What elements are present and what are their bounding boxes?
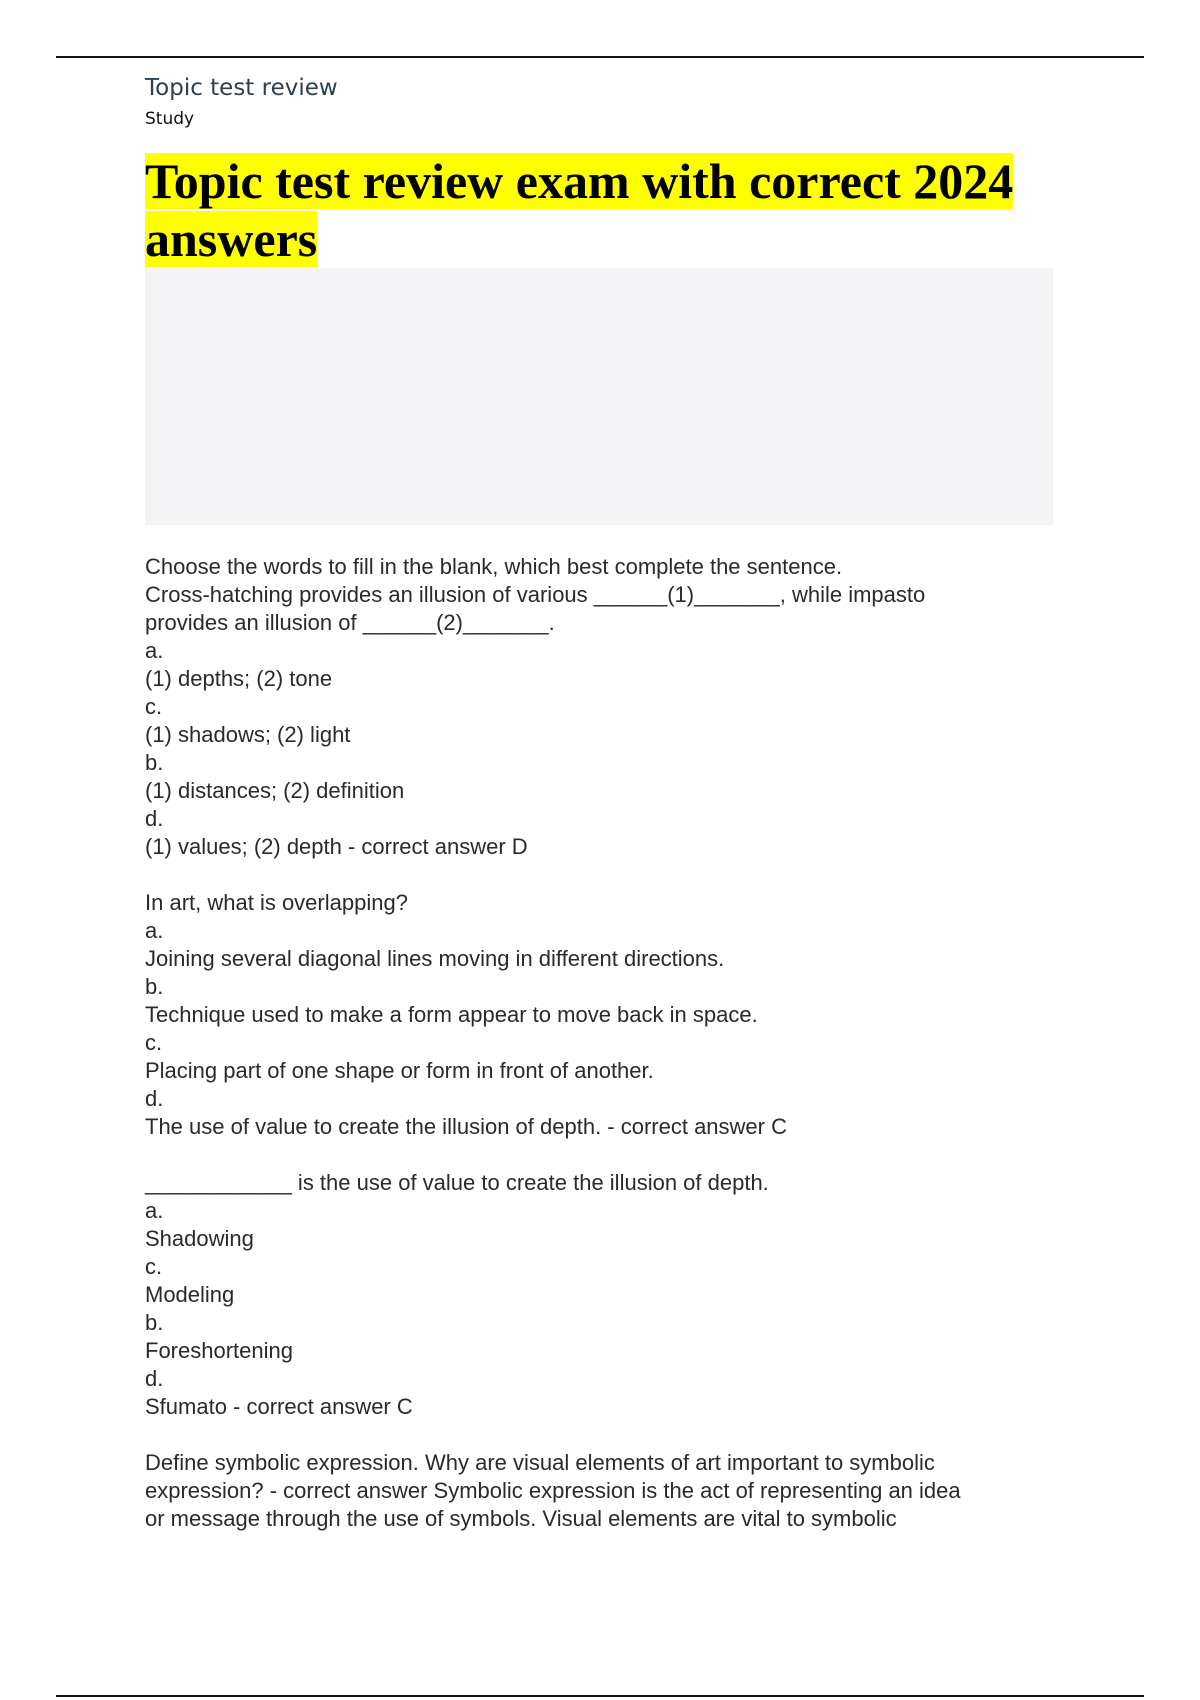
question-text: ____________ is the use of value to create the illusion of depth. [145,1170,769,1195]
option-letter: d. [145,1086,164,1111]
option-letter: a. [145,1198,164,1223]
bottom-rule [56,1695,1144,1697]
option-text: Joining several diagonal lines moving in different directions. [145,946,725,971]
option-letter: c. [145,694,163,719]
option-text: Modeling [145,1282,235,1307]
option-text: Foreshortening [145,1338,293,1363]
option-letter: b. [145,750,164,775]
question-block [145,889,1065,1141]
questions-body [145,553,1065,1533]
image-placeholder [145,268,1053,525]
option-text: Shadowing [145,1226,254,1251]
option-text-with-answer: The use of value to create the illusion of depth. - correct answer C [145,1114,787,1139]
option-letter: b. [145,974,164,999]
option-letter: c. [145,1030,163,1055]
option-text: (1) depths; (2) tone [145,666,333,691]
question-text: Define symbolic expression. Why are visual elements of art important to symbolic [145,1450,935,1475]
option-text: Placing part of one shape or form in front of another. [145,1058,654,1083]
answer-text: expression? - correct answer Symbolic expression is the act of representing an idea [145,1478,961,1503]
option-text-with-answer: Sfumato - correct answer C [145,1394,413,1419]
page-content [145,70,1065,1561]
answer-text: or message through the use of symbols. Visual elements are vital to symbolic [145,1506,897,1531]
option-text: (1) shadows; (2) light [145,722,351,747]
document-title-line-1: Topic test review exam with correct 2024 [145,153,1014,209]
document-title [145,152,1025,268]
option-letter: a. [145,918,164,943]
question-text: provides an illusion of ______(2)_______. [145,610,555,635]
option-letter: a. [145,638,164,663]
option-letter: d. [145,806,164,831]
option-text-with-answer: (1) values; (2) depth - correct answer D [145,834,528,859]
option-text: Technique used to make a form appear to move back in space. [145,1002,758,1027]
option-letter: d. [145,1366,164,1391]
option-letter: b. [145,1310,164,1335]
question-text: Choose the words to fill in the blank, which best complete the sentence. [145,554,843,579]
option-text: (1) distances; (2) definition [145,778,405,803]
question-text: In art, what is overlapping? [145,890,408,915]
question-block [145,1449,1065,1533]
site-title[interactable]: Topic test review [145,75,338,101]
question-block [145,1169,1065,1421]
document-title-line-2: answers [145,211,318,267]
option-letter: c. [145,1254,163,1279]
top-rule [56,56,1144,58]
site-subtitle[interactable]: Study [145,109,195,129]
question-text: Cross-hatching provides an illusion of various ______(1)_______, while impasto [145,582,926,607]
question-block [145,553,1065,861]
